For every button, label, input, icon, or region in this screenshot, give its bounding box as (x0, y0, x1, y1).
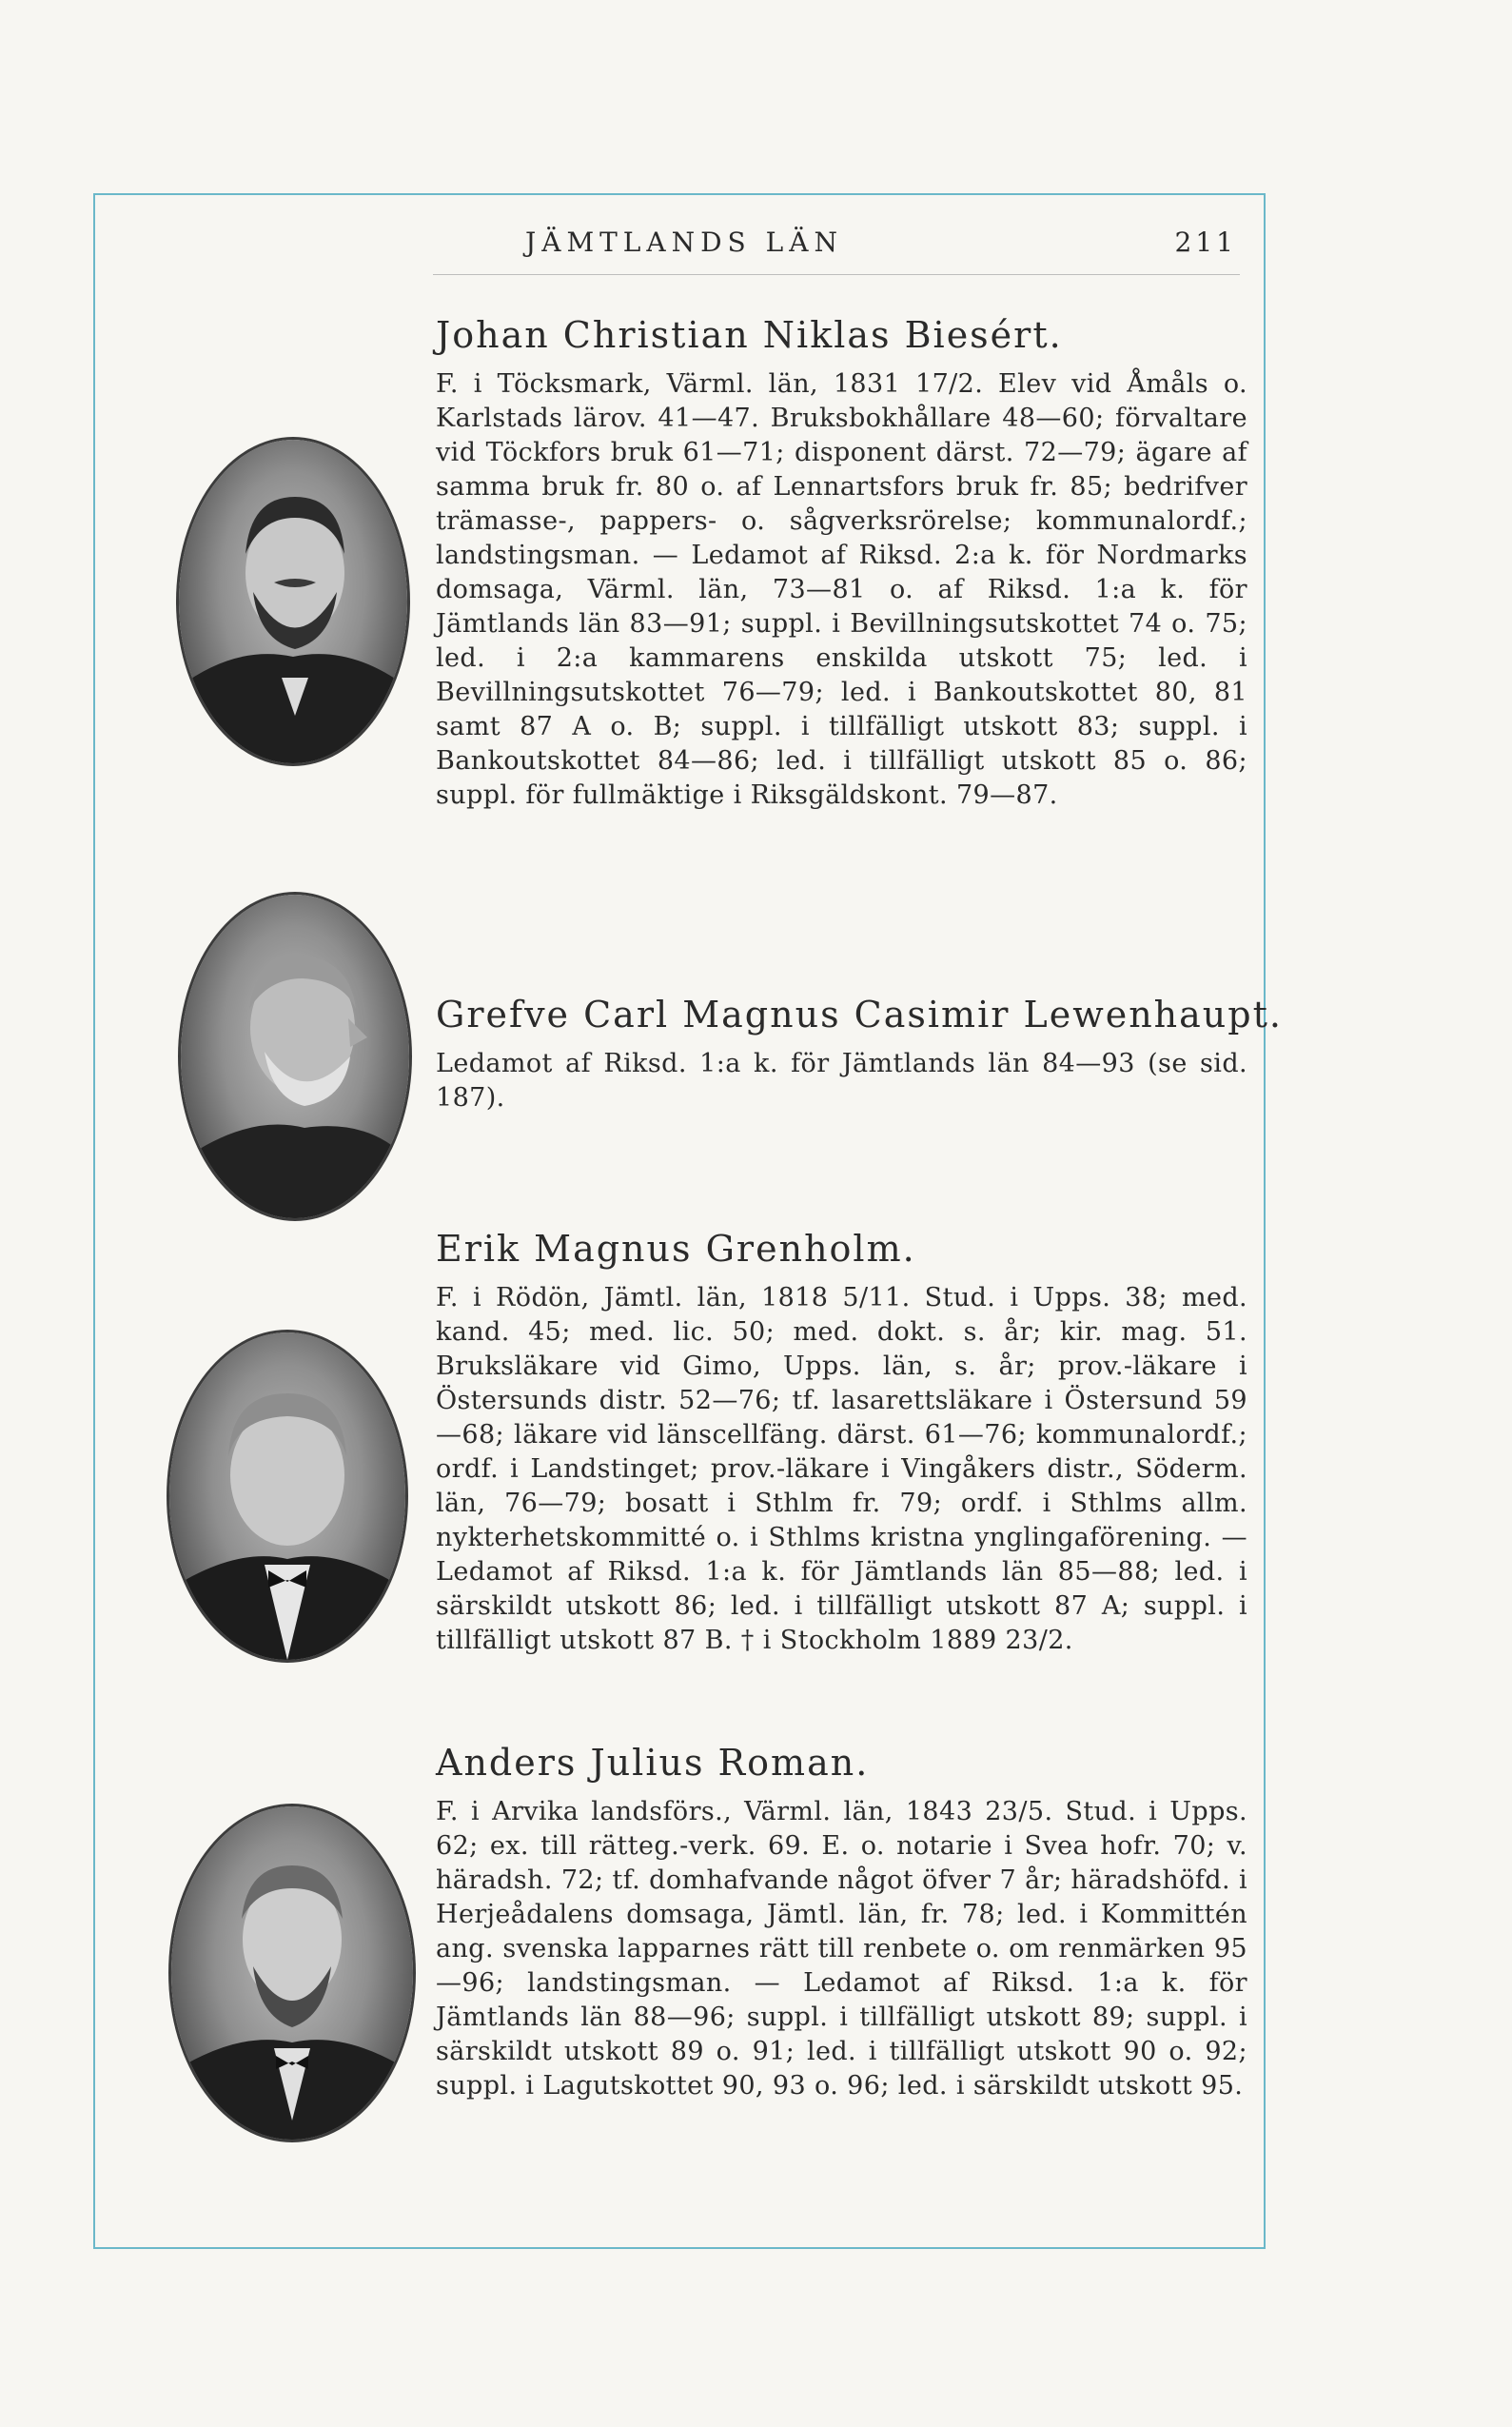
portrait-roman (171, 1806, 413, 2140)
entry-biesert (436, 310, 1247, 813)
entry-name: Erik Magnus Grenholm. (436, 1228, 916, 1270)
entry-lewenhaupt (436, 990, 1283, 1115)
header-rule (433, 274, 1240, 275)
portrait-lewenhaupt (181, 895, 409, 1218)
portrait-grenholm (169, 1332, 405, 1660)
entry-name: Anders Julius Roman. (436, 1742, 870, 1784)
entry-biography: F. i Arvika landsförs., Värml. län, 1843 23/5. Stud. i Upps. 62; ex. till rätteg.-verk. 69. E. o. notarie i Svea hofr. 70; v. häradsh. 72; tf. domhafvande något öfver 7 år; häradshöfd. i Herjeådalens domsaga, Jämtl. län, fr. 78; led. i Kommittén ang. svenska lapparnes rätt till renbete o. om renmärken 95—96; landstingsman. — Ledamot af Riksd. 1:a k. för Jämtlands län 88—96; suppl. i tillfälligt utskott 89; suppl. i särskildt utskott 89 o. 91; led. i tillfälligt utskott 90 o. 92; suppl. i Lagutskottet 90, 93 o. 96; led. i särskildt utskott 95. (436, 1797, 1247, 2101)
entry-biography: Ledamot af Riksd. 1:a k. för Jämtlands län 84—93 (se sid. 187). (436, 1049, 1247, 1113)
entry-biography: F. i Töcksmark, Värml. län, 1831 17/2. Elev vid Åmåls o. Karlstads lärov. 41—47. Bruksbokhållare 48—60; förvaltare vid Töckfors bruk 61—71; disponent därst. 72—79; ägare af samma bruk fr. 80 o. af Lennartsfors bruk fr. 85; bedrifver trämasse-, pappers- o. sågverksrörelse; kommunalordf.; landstingsman. — Ledamot af Riksd. 2:a k. för Nordmarks domsaga, Värml. län, 73—81 o. af Riksd. 1:a k. för Jämtlands län 83—91; suppl. i Bevillningsutskottet 74 o. 75; led. i 2:a kammarens enskilda utskott 75; led. i Bevillningsutskottet 76—79; led. i Bankoutskottet 80, 81 samt 87 A o. B; suppl. i tillfälligt utskott 83; suppl. i Bankoutskottet 84—86; led. i tillfälligt utskott 85 o. 86; suppl. för fullmäktige i Riksgäldskont. 79—87. (436, 369, 1247, 810)
entry-name: Grefve Carl Magnus Casimir Lewenhaupt. (436, 994, 1283, 1036)
entry-biography: F. i Rödön, Jämtl. län, 1818 5/11. Stud. i Upps. 38; med. kand. 45; med. lic. 50; med. dokt. s. år; kir. mag. 51. Bruksläkare vid Gimo, Upps. län, s. år; prov.-läkare i Östersunds distr. 52—76; tf. lasarettsläkare i Östersund 59—68; läkare vid länscellfäng. därst. 61—76; kommunalordf.; ordf. i Landstinget; prov.-läkare i Vingåkers distr., Söderm. län, 76—79; bosatt i Sthlm fr. 79; ordf. i Sthlms allm. nykterhetskommitté o. i Sthlms kristna ynglingaförening. — Ledamot af Riksd. 1:a k. för Jämtlands län 85—88; led. i särskildt utskott 86; led. i tillfälligt utskott 87 A; suppl. i tillfälligt utskott 87 B. † i Stockholm 1889 23/2. (436, 1283, 1247, 1655)
running-title: JÄMTLANDS LÄN (525, 227, 843, 258)
entry-name: Johan Christian Niklas Biesért. (436, 314, 1063, 356)
running-header (438, 227, 1256, 265)
entry-roman (436, 1738, 1247, 2103)
entry-grenholm (436, 1224, 1247, 1658)
page-number: 211 (1174, 227, 1237, 258)
portrait-biesert (179, 440, 407, 763)
